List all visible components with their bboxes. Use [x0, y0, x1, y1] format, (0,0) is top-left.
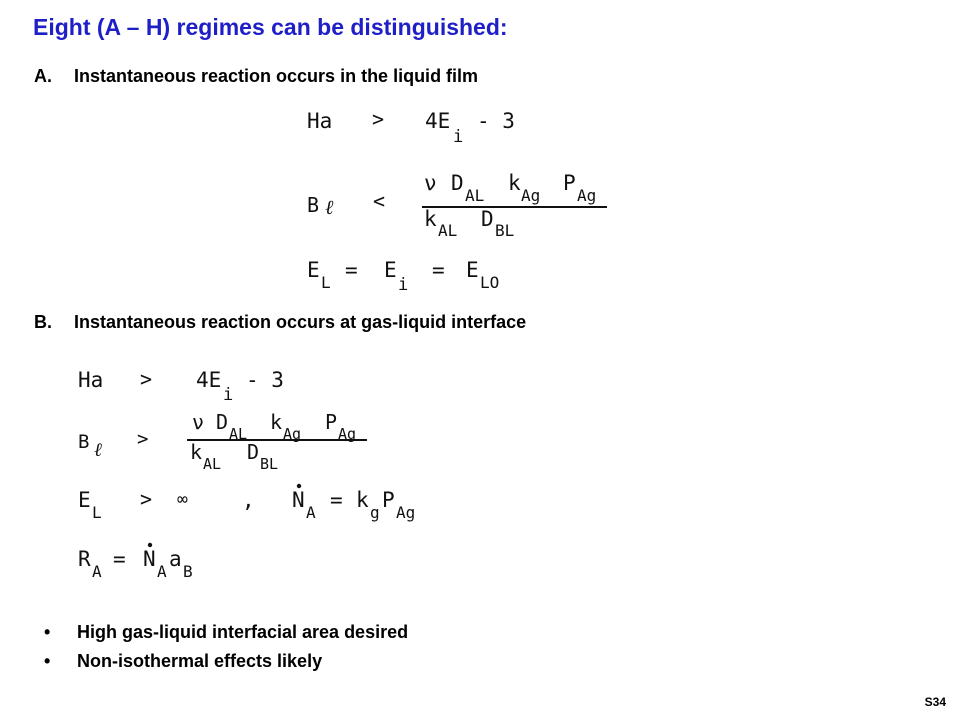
section-b-letter: B.	[34, 312, 52, 332]
script-l: ℓ	[325, 195, 334, 219]
subscript-al: AL	[229, 425, 248, 443]
subscript-al: AL	[203, 455, 222, 473]
subscript-b: B	[183, 562, 193, 581]
subscript-ag: Ag	[338, 425, 357, 443]
k-symbol: k	[356, 488, 369, 512]
k-symbol: k	[424, 207, 437, 231]
minus-three: - 3	[246, 368, 284, 392]
infinity-symbol: ∞	[177, 489, 188, 510]
section-a-equation-bl	[307, 171, 607, 240]
section-b-equation-ra	[78, 543, 193, 581]
subscript-bl: BL	[260, 455, 279, 473]
d-symbol: D	[247, 440, 260, 464]
gt-operator: >	[140, 367, 153, 391]
e-symbol: E	[78, 488, 91, 512]
comma: ,	[242, 488, 255, 512]
list-item	[44, 651, 408, 680]
equals-sign: =	[432, 258, 445, 282]
d-symbol: D	[216, 410, 229, 434]
nu-symbol: ν	[424, 171, 437, 195]
section-a-letter: A.	[34, 66, 52, 86]
subscript-ag: Ag	[577, 186, 597, 205]
slide-title: Eight (A – H) regimes can be distinguished:	[33, 14, 508, 40]
r-symbol: R	[78, 547, 91, 571]
slide-number: S34	[924, 695, 946, 709]
subscript-i: i	[398, 275, 409, 295]
subscript-lo: LO	[480, 273, 500, 292]
minus-three: - 3	[477, 109, 515, 133]
section-b-equation-ha	[78, 367, 284, 405]
subscript-g: g	[370, 503, 380, 522]
subscript-l: L	[321, 273, 331, 292]
four-e-term: 4E	[425, 109, 451, 133]
nu-symbol: ν	[192, 410, 205, 434]
p-symbol: P	[563, 171, 576, 195]
list-item	[44, 622, 408, 651]
section-a-equation-ha	[307, 107, 515, 147]
subscript-l: L	[92, 503, 102, 522]
gt-operator: >	[372, 107, 385, 131]
bullet-icon: •	[44, 651, 51, 671]
a-symbol: a	[169, 547, 182, 571]
section-b-equation-bl	[78, 410, 367, 473]
p-symbol: P	[325, 410, 338, 434]
bullet-list	[44, 622, 408, 680]
section-b-equation-el	[78, 484, 415, 522]
subscript-ag: Ag	[283, 425, 302, 443]
section-a-text: Instantaneous reaction occurs in the liquid film	[74, 66, 479, 86]
k-symbol: k	[508, 171, 521, 195]
k-symbol: k	[190, 440, 203, 464]
subscript-a: A	[306, 503, 316, 522]
n-symbol: N	[292, 488, 305, 512]
subscript-ag: Ag	[396, 503, 416, 522]
subscript-i: i	[223, 385, 234, 405]
b-symbol: B	[78, 431, 90, 453]
four-e-term: 4E	[196, 368, 222, 392]
equals-sign: =	[330, 488, 343, 512]
subscript-i: i	[453, 127, 464, 147]
n-symbol: N	[143, 547, 156, 571]
bullet-text: Non-isothermal effects likely	[77, 651, 323, 671]
b-symbol: B	[307, 193, 320, 217]
d-symbol: D	[481, 207, 494, 231]
section-a-equation-el	[307, 258, 499, 295]
ha-symbol: Ha	[307, 109, 333, 133]
lt-operator: <	[373, 189, 386, 213]
p-symbol: P	[382, 488, 395, 512]
gt-operator: >	[137, 428, 149, 450]
bullet-text: High gas-liquid interfacial area desired	[77, 622, 409, 642]
subscript-a: A	[92, 562, 102, 581]
subscript-ag: Ag	[521, 186, 541, 205]
e-symbol: E	[307, 258, 320, 282]
subscript-al: AL	[465, 186, 485, 205]
section-b-text: Instantaneous reaction occurs at gas-liquid interface	[74, 312, 527, 332]
d-symbol: D	[451, 171, 464, 195]
e-symbol: E	[466, 258, 479, 282]
k-symbol: k	[270, 410, 283, 434]
equals-sign: =	[345, 258, 358, 282]
e-symbol: E	[384, 258, 397, 282]
gt-operator: >	[140, 487, 153, 511]
subscript-a: A	[157, 562, 167, 581]
script-l: ℓ	[94, 439, 102, 461]
subscript-al: AL	[438, 221, 458, 240]
ha-symbol: Ha	[78, 368, 104, 392]
bullet-icon: •	[44, 622, 51, 642]
subscript-bl: BL	[495, 221, 515, 240]
equals-sign: =	[113, 547, 126, 571]
